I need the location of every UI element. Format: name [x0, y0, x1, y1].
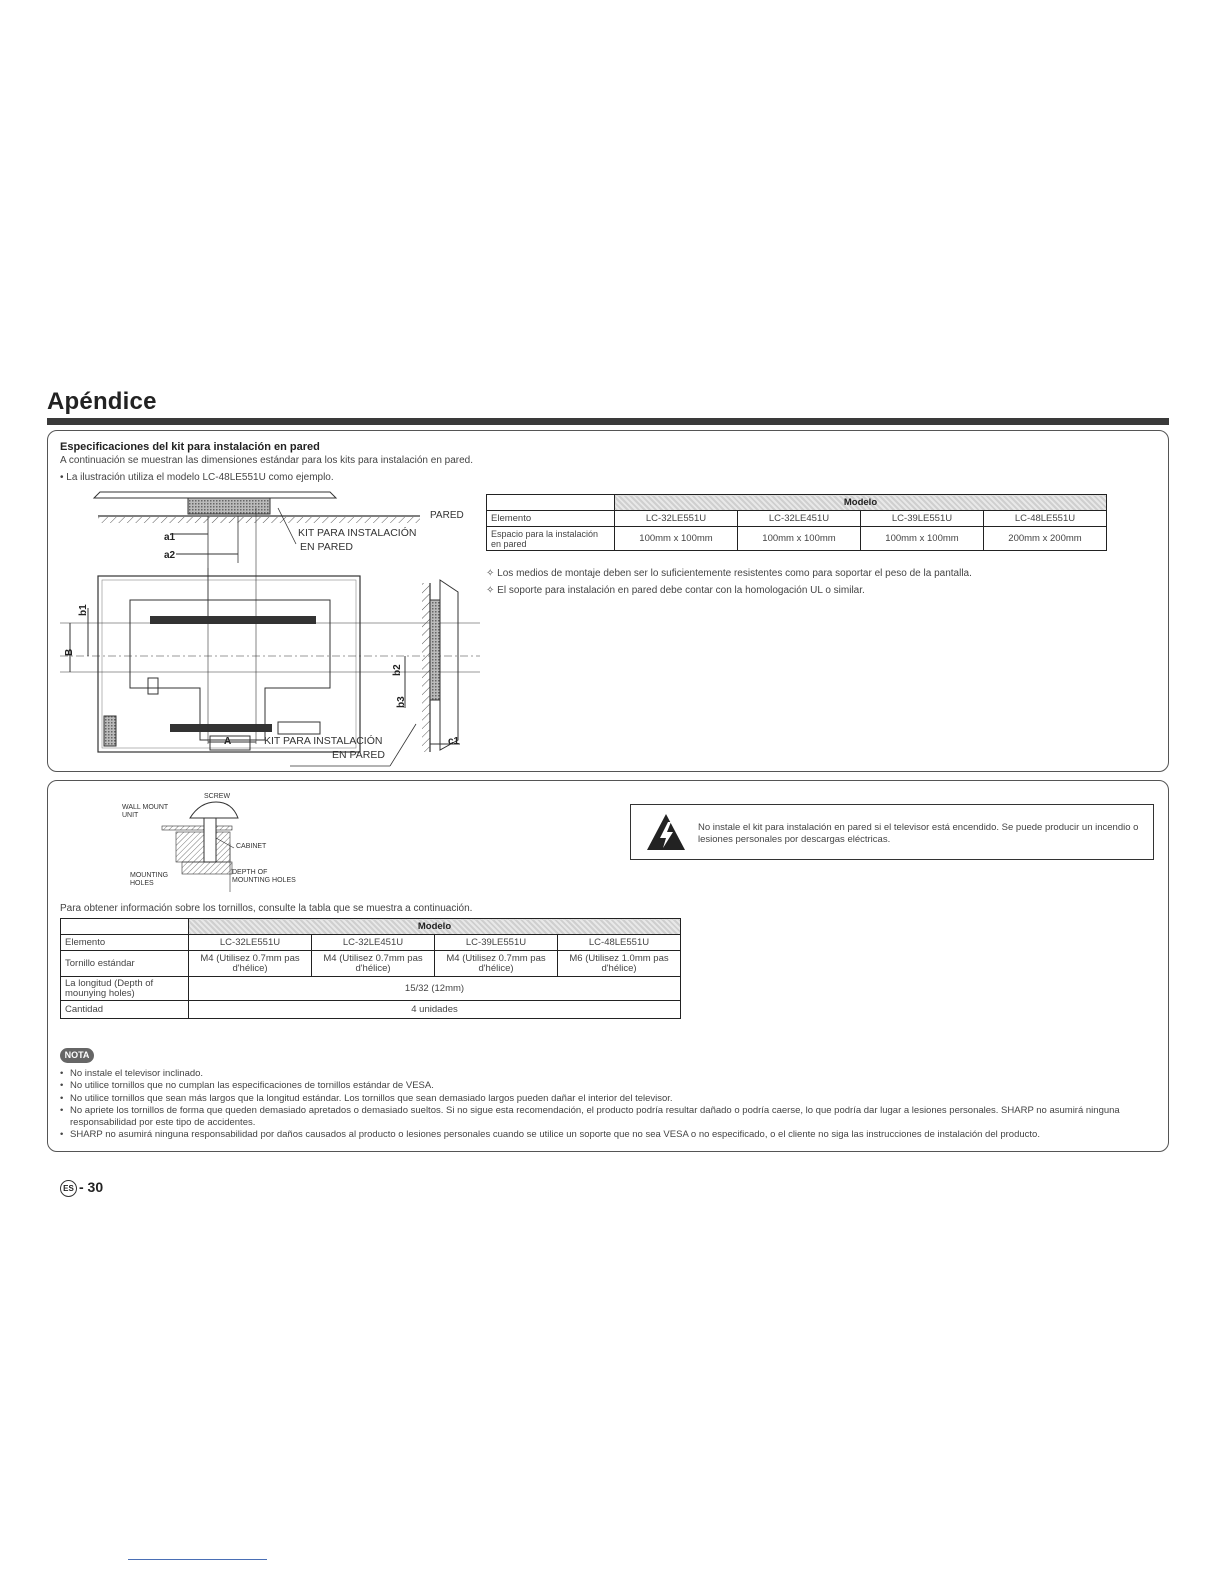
- nota-item: • No apriete los tornillos de forma que queden demasiado apretados o demasiado sueltos. Si no sigue esta recomendación, el producto podría resultar dañado o podría caerse, lo que podría dar lugar a lesiones personales. SHARP no asumirá ninguna responsabilidad por este tipo de accidentes.: [60, 1105, 1156, 1130]
- table-corner: [487, 495, 615, 511]
- table-row-label: La longitud (Depth of mounying holes): [61, 977, 189, 1001]
- example-bullet: • La ilustración utiliza el modelo LC-48LE551U como ejemplo.: [60, 472, 334, 483]
- nota-item: • SHARP no asumirá ninguna responsabilidad por daños causados al producto o lesiones personales cuando se utilice un soporte que no sea VESA o no especificado, o el cliente no siga las instrucciones de instalación del producto.: [60, 1129, 1156, 1141]
- label-depth-of: DEPTH OF: [232, 869, 268, 876]
- warning-icon: [645, 812, 687, 852]
- table-cell: 100mm x 100mm: [615, 527, 738, 551]
- nota-item: • No utilice tornillos que sean más largos que la longitud estándar. Los tornillos que sean demasiado largos pueden dañar el interior del televisor.: [60, 1093, 1156, 1105]
- label-unit: UNIT: [122, 812, 139, 819]
- table-col-element: Elemento: [487, 511, 615, 527]
- table-model: LC-48LE551U: [984, 511, 1107, 527]
- label-kit-bottom-2: EN PARED: [332, 749, 385, 761]
- label-a2: a2: [164, 550, 176, 561]
- label-mounting: MOUNTING: [130, 872, 169, 879]
- label-wall-mount: WALL MOUNT: [122, 804, 169, 811]
- nota-item: • No instale el televisor inclinado.: [60, 1068, 1156, 1080]
- label-b3: b3: [396, 696, 407, 708]
- footer-line: [128, 1559, 267, 1560]
- label-a1: a1: [164, 532, 176, 543]
- screw-spec-table: [60, 918, 681, 1019]
- note-text: Los medios de montaje deben ser lo suficientemente resistentes como para soportar el peso de la pantalla.: [497, 568, 972, 579]
- title-rule: [47, 418, 1169, 425]
- nota-badge: NOTA: [60, 1048, 94, 1063]
- table-model: LC-39LE551U: [861, 511, 984, 527]
- label-kit-top-2: EN PARED: [300, 541, 353, 553]
- wall-mount-space-table: [486, 494, 1107, 551]
- nota-item: • No utilice tornillos que no cumplan las especificaciones de tornillos estándar de VESA.: [60, 1080, 1156, 1092]
- table-cell: 4 unidades: [189, 1001, 681, 1019]
- label-A: A: [224, 736, 232, 747]
- table-model: LC-48LE551U: [558, 935, 681, 951]
- label-b1: b1: [78, 604, 89, 616]
- table-cell: M6 (Utilisez 1.0mm pas d'hélice): [558, 951, 681, 977]
- nota-list: [60, 1068, 1156, 1142]
- language-badge: ES: [60, 1180, 77, 1197]
- table-row-label: Cantidad: [61, 1001, 189, 1019]
- table-cell: 15/32 (12mm): [189, 977, 681, 1001]
- label-c1: c1: [448, 736, 460, 747]
- table-cell: M4 (Utilisez 0.7mm pas d'hélice): [312, 951, 435, 977]
- label-pared: PARED: [430, 510, 464, 521]
- label-screw: SCREW: [204, 793, 231, 800]
- section-heading: Especificaciones del kit para instalación en pared: [60, 441, 320, 453]
- note-text: El soporte para instalación en pared debe contar con la homologación UL o similar.: [497, 585, 865, 596]
- wall-mount-diagram: [60, 488, 480, 770]
- note-item: ✧ El soporte para instalación en pared debe contar con la homologación UL o similar.: [486, 585, 865, 596]
- table-cell: 200mm x 200mm: [984, 527, 1107, 551]
- page-title: Apéndice: [47, 388, 157, 415]
- table-model: LC-32LE551U: [189, 935, 312, 951]
- table-model-header: Modelo: [615, 495, 1107, 511]
- table-cell: M4 (Utilisez 0.7mm pas d'hélice): [189, 951, 312, 977]
- table-row-label: Espacio para la instalación en pared: [487, 527, 615, 551]
- table-cell: 100mm x 100mm: [738, 527, 861, 551]
- label-holes: HOLES: [130, 880, 154, 887]
- table-col-element: Elemento: [61, 935, 189, 951]
- table-corner: [61, 919, 189, 935]
- page-number-text: - 30: [79, 1179, 104, 1195]
- label-cabinet: CABINET: [236, 843, 267, 850]
- table-cell: 100mm x 100mm: [861, 527, 984, 551]
- table-model: LC-39LE551U: [435, 935, 558, 951]
- table-row-label: Tornillo estándar: [61, 951, 189, 977]
- note-item: ✧ Los medios de montaje deben ser lo suficientemente resistentes como para soportar el peso de la pantalla.: [486, 568, 972, 579]
- page-number: [60, 1179, 103, 1197]
- table-cell: M4 (Utilisez 0.7mm pas d'hélice): [435, 951, 558, 977]
- screw-diagram: [120, 788, 320, 892]
- section-intro: A continuación se muestran las dimensiones estándar para los kits para instalación en pared.: [60, 455, 474, 466]
- table-model: LC-32LE451U: [738, 511, 861, 527]
- label-B: B: [64, 648, 75, 656]
- screw-intro: Para obtener información sobre los tornillos, consulte la tabla que se muestra a continuación.: [60, 903, 473, 914]
- label-kit-bottom: KIT PARA INSTALACIÓN: [264, 735, 383, 747]
- label-kit-top: KIT PARA INSTALACIÓN: [298, 527, 417, 539]
- label-mounting-holes: MOUNTING HOLES: [232, 877, 296, 884]
- label-b2: b2: [392, 664, 403, 676]
- table-model-header: Modelo: [189, 919, 681, 935]
- warning-text: No instale el kit para instalación en pared si el televisor está encendido. Se puede producir un incendio o lesiones personales por descargas eléctricas.: [698, 822, 1139, 845]
- table-model: LC-32LE551U: [615, 511, 738, 527]
- table-model: LC-32LE451U: [312, 935, 435, 951]
